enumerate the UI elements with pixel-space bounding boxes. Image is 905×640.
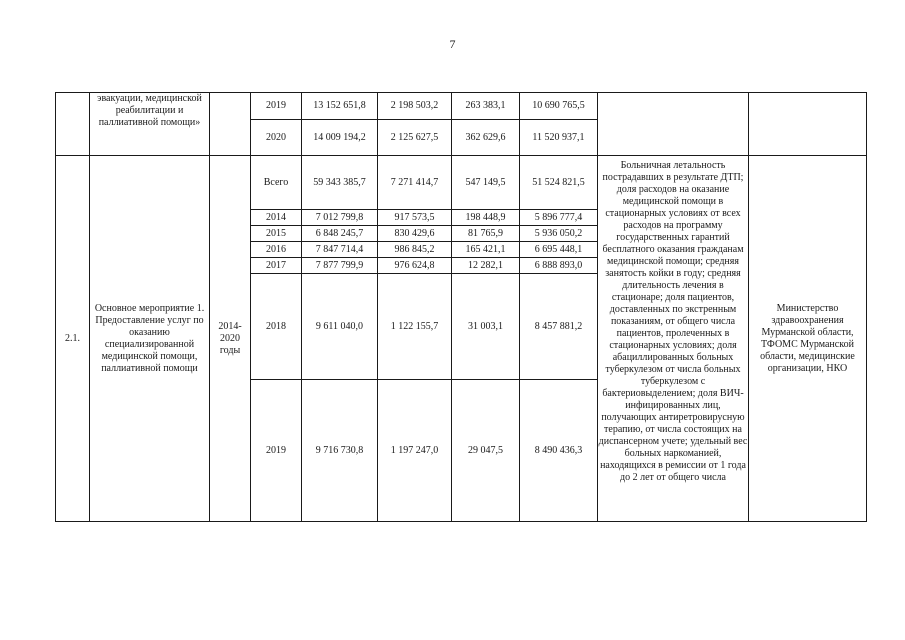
regional-cell: 31 003,1 xyxy=(452,274,520,380)
federal-cell: 1 122 155,7 xyxy=(378,274,452,380)
executors-cell-empty xyxy=(749,93,867,156)
year-cell: 2018 xyxy=(251,274,302,380)
regional-cell: 81 765,9 xyxy=(452,226,520,242)
regional-cell: 29 047,5 xyxy=(452,380,520,522)
total-cell: 59 343 385,7 xyxy=(302,156,378,210)
table-row xyxy=(56,156,867,210)
oms-cell: 5 936 050,2 xyxy=(520,226,598,242)
federal-cell: 976 624,8 xyxy=(378,258,452,274)
program-table xyxy=(55,92,867,522)
total-cell: 7 847 714,4 xyxy=(302,242,378,258)
page-number: 7 xyxy=(449,37,456,51)
oms-cell: 8 457 881,2 xyxy=(520,274,598,380)
period-cell-empty xyxy=(210,93,251,156)
activity-number: 2.1. xyxy=(56,156,90,522)
activity-name: Основное мероприятие 1. Предоставление услуг по оказанию специализированной медицинской помощи, паллиативной помощи xyxy=(90,156,210,522)
continuation-name-cell: эвакуации, медицинской реабилитации и паллиативной помощи» xyxy=(90,93,210,156)
year-cell: 2016 xyxy=(251,242,302,258)
total-cell: 9 611 040,0 xyxy=(302,274,378,380)
executors-cell: Министерство здравоохранения Мурманской области, ТФОМС Мурманской области, медицинские организации, НКО xyxy=(749,156,867,522)
regional-cell: 198 448,9 xyxy=(452,210,520,226)
total-cell: 7 877 799,9 xyxy=(302,258,378,274)
activity-period: 2014-2020 годы xyxy=(210,156,251,522)
oms-cell: 6 888 893,0 xyxy=(520,258,598,274)
regional-cell: 362 629,6 xyxy=(452,120,520,156)
oms-cell: 51 524 821,5 xyxy=(520,156,598,210)
indicators-cell: Больничная летальность пострадавших в результате ДТП; доля расходов на оказание медицинской помощи в стационарных условиях от всех расходов на программу государственных гарантий бесплатного оказания гражданам медицинской помощи; средняя занятость койки в году; средняя длительность лечения в стационаре; доля пациентов, доставленных по экстренным показаниям, от общего числа пациентов, пролеченных в стационарных условиях; доля абациллированных больных туберкулезом от числа больных туберкулезом с бактериовыделением; доля ВИЧ-инфицированных лиц, получающих антиретровирусную терапию, от числа состоящих на диспансерном учете; удельный вес больных наркоманией, находящихся в ремиссии от 1 года до 2 лет от общего числа xyxy=(598,156,749,522)
total-cell: 7 012 799,8 xyxy=(302,210,378,226)
regional-cell: 12 282,1 xyxy=(452,258,520,274)
federal-cell: 2 125 627,5 xyxy=(378,120,452,156)
federal-cell: 830 429,6 xyxy=(378,226,452,242)
federal-cell: 1 197 247,0 xyxy=(378,380,452,522)
oms-cell: 11 520 937,1 xyxy=(520,120,598,156)
federal-cell: 2 198 503,2 xyxy=(378,93,452,120)
total-cell: 9 716 730,8 xyxy=(302,380,378,522)
federal-cell: 986 845,2 xyxy=(378,242,452,258)
oms-cell: 8 490 436,3 xyxy=(520,380,598,522)
total-cell: 6 848 245,7 xyxy=(302,226,378,242)
federal-cell: 917 573,5 xyxy=(378,210,452,226)
year-cell: 2020 xyxy=(251,120,302,156)
year-cell: 2014 xyxy=(251,210,302,226)
total-cell: 14 009 194,2 xyxy=(302,120,378,156)
regional-cell: 547 149,5 xyxy=(452,156,520,210)
number-cell-empty xyxy=(56,93,90,156)
oms-cell: 6 695 448,1 xyxy=(520,242,598,258)
year-cell: 2019 xyxy=(251,380,302,522)
total-cell: 13 152 651,8 xyxy=(302,93,378,120)
federal-cell: 7 271 414,7 xyxy=(378,156,452,210)
regional-cell: 263 383,1 xyxy=(452,93,520,120)
oms-cell: 10 690 765,5 xyxy=(520,93,598,120)
year-cell: 2019 xyxy=(251,93,302,120)
indicators-cell-empty xyxy=(598,93,749,156)
year-cell: 2015 xyxy=(251,226,302,242)
table-row xyxy=(56,93,867,120)
oms-cell: 5 896 777,4 xyxy=(520,210,598,226)
regional-cell: 165 421,1 xyxy=(452,242,520,258)
year-cell: 2017 xyxy=(251,258,302,274)
year-cell: Всего xyxy=(251,156,302,210)
